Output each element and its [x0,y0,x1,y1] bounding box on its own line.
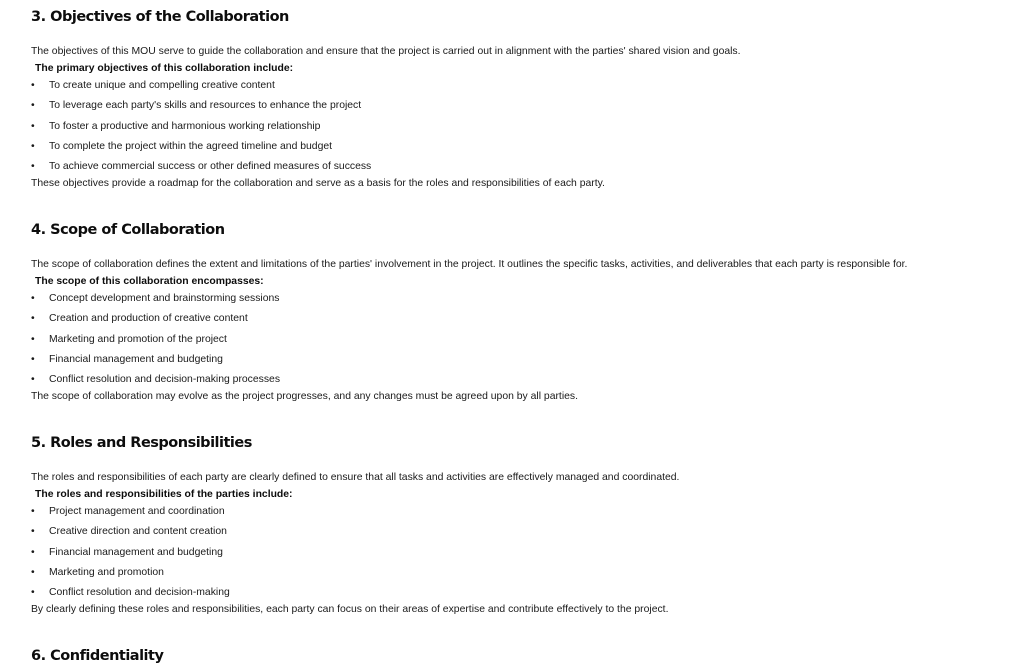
bullet-icon: • [31,526,35,538]
list-item: • To leverage each party's skills and resources to enhance the project [31,96,741,116]
section-scope [31,221,907,404]
bullet-icon: • [31,566,35,578]
bullet-list [31,76,741,177]
section-outro: The scope of collaboration may evolve as the project progresses, and any changes must be agreed upon by all parties. [31,391,578,403]
bullet-icon: • [31,100,35,112]
section-subhead: The primary objectives of this collaboration include: [35,63,294,74]
bullet-icon: • [31,293,35,304]
list-item: • Financial management and budgeting [31,543,679,563]
section-title: 6. Confidentiality [31,648,164,664]
section-confidentiality [31,647,163,665]
bullet-icon: • [31,587,35,599]
list-item: • Conflict resolution and decision-making [31,583,679,603]
section-outro: By clearly defining these roles and responsibilities, each party can focus on their areas of expertise and contribute effectively to the project. [31,604,669,616]
bullet-icon: • [31,506,35,517]
section-intro: The objectives of this MOU serve to guide the collaboration and ensure that the project is carried out in alignment with the parties' shared vision and goals. [31,46,741,57]
list-item: • Marketing and promotion of the project [31,330,907,350]
bullet-list [31,289,907,390]
list-item: • To achieve commercial success or other defined measures of success [31,157,741,177]
section-outro: These objectives provide a roadmap for the collaboration and serve as a basis for the roles and responsibilities of each party. [31,178,605,190]
list-item: • Creation and production of creative content [31,309,907,329]
bullet-icon: • [31,374,35,386]
bullet-icon: • [31,353,35,365]
section-intro: The roles and responsibilities of each party are clearly defined to ensure that all tasks and activities are effectively managed and coordinated. [31,472,680,483]
section-title: 4. Scope of Collaboration [31,222,225,238]
list-item: • Marketing and promotion [31,563,679,583]
bullet-icon: • [31,80,35,91]
list-item: • Project management and coordination [31,502,679,522]
section-title: 5. Roles and Responsibilities [31,435,252,451]
list-item: • Conflict resolution and decision-making processes [31,370,907,390]
bullet-icon: • [31,313,35,325]
list-item: • Financial management and budgeting [31,350,907,370]
list-item: • To create unique and compelling creative content [31,76,741,96]
list-item: • To complete the project within the agreed timeline and budget [31,137,741,157]
bullet-icon: • [31,333,35,345]
bullet-icon: • [31,546,35,558]
section-objectives [31,8,741,191]
section-subhead: The scope of this collaboration encompasses: [35,276,264,287]
bullet-icon: • [31,161,35,173]
section-title: 3. Objectives of the Collaboration [31,9,289,25]
bullet-icon: • [31,120,35,132]
section-roles [31,434,679,617]
list-item: • Creative direction and content creation [31,522,679,542]
section-subhead: The roles and responsibilities of the parties include: [35,489,293,500]
bullet-list [31,502,679,603]
list-item: • Concept development and brainstorming sessions [31,289,907,309]
bullet-icon: • [31,140,35,152]
section-intro: The scope of collaboration defines the extent and limitations of the parties' involvement in the project. It outlines the specific tasks, activities, and deliverables that each party is responsible for. [31,259,908,270]
list-item: • To foster a productive and harmonious working relationship [31,117,741,137]
